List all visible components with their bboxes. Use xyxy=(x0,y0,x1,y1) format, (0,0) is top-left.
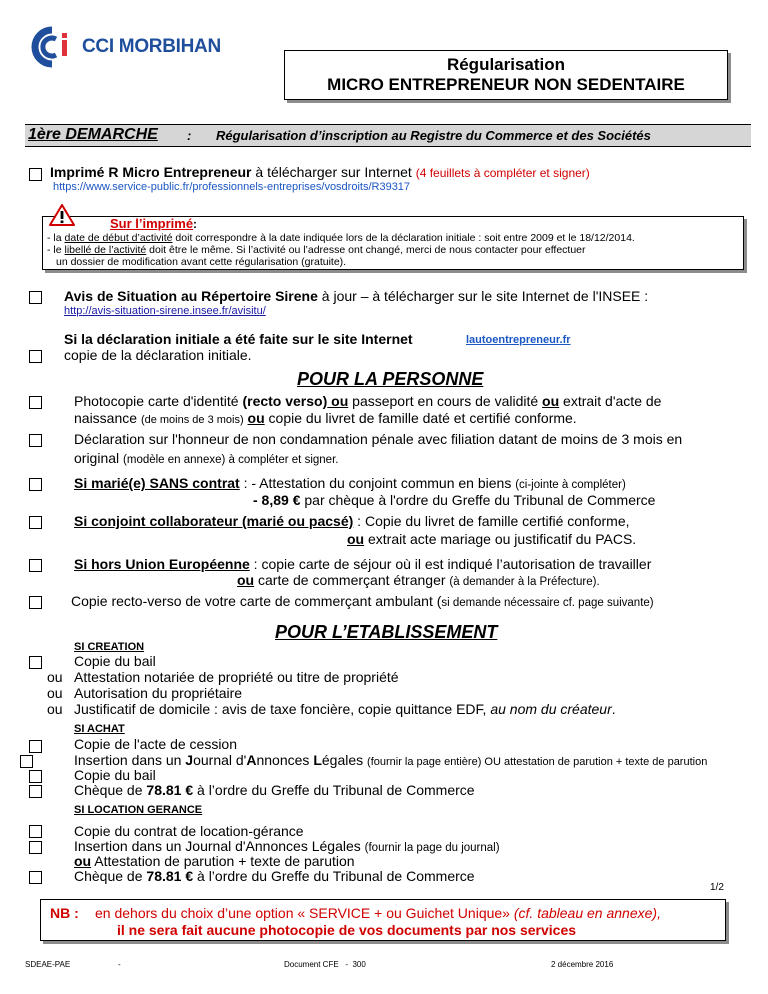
creation-item-2: Attestation notariée de propriété ou titre de propriété xyxy=(74,669,399,685)
location-label: SI LOCATION GERANCE xyxy=(74,804,203,816)
identite-line2: naissance (de moins de 3 mois) ou copie du livret de famille daté et certifié conforme. xyxy=(74,410,577,426)
warning-line2: - le libellé de l’activité doit être le même. Si l’activité ou l’adresse ont changé, merci de nous contacter pour effectuer xyxy=(47,244,586,256)
demarche-banner xyxy=(25,124,751,147)
creation-ou-1: ou xyxy=(47,669,63,685)
imprime-line xyxy=(50,165,590,181)
creation-item-4: Justificatif de domicile : avis de taxe foncière, copie quittance EDF, au nom du créateur. xyxy=(74,701,616,717)
creation-item-1: Copie du bail xyxy=(74,653,156,669)
collaborateur-line1: Si conjoint collaborateur (marié ou pacsé) : Copie du livret de famille certifié conforme, xyxy=(74,513,630,529)
checkbox-hors-ue[interactable] xyxy=(29,559,42,572)
collaborateur-line2: ou extrait acte mariage ou justificatif du PACS. xyxy=(347,531,637,547)
checkbox-achat-1[interactable] xyxy=(29,740,42,753)
creation-item-3: Autorisation du propriétaire xyxy=(74,685,243,701)
footer-date: 2 décembre 2016 xyxy=(551,960,614,969)
checkbox-achat-4[interactable] xyxy=(29,785,42,798)
creation-label: SI CREATION xyxy=(74,641,145,653)
checkbox-location-3[interactable] xyxy=(29,871,42,884)
location-item-3: ou Attestation de parution + texte de parution xyxy=(74,853,355,869)
footer-code: SDEAE-PAE xyxy=(25,960,71,969)
cci-logo xyxy=(30,26,240,68)
footer-dash: - xyxy=(118,960,121,969)
page-number: 1/2 xyxy=(710,882,724,893)
sirene-line: Avis de Situation au Répertoire Sirene à jour – à télécharger sur le site Internet de l'INSEE : xyxy=(64,288,649,304)
checkbox-identite[interactable] xyxy=(29,396,42,409)
demarche-sep: : xyxy=(187,128,192,143)
achat-item-1: Copie de l'acte de cession xyxy=(74,736,237,752)
achat-item-3: Copie du bail xyxy=(74,767,156,783)
checkbox-location-1[interactable] xyxy=(29,825,42,838)
hors-ue-line1: Si hors Union Européenne : copie carte de séjour où il est indiqué l’autorisation de travailler xyxy=(74,556,652,572)
checkbox-marie[interactable] xyxy=(29,478,42,491)
checkbox-ambulant[interactable] xyxy=(29,596,42,609)
ambulant-line: Copie recto-verso de votre carte de commerçant ambulant (si demande nécessaire cf. page suivante) xyxy=(71,593,654,609)
checkbox-location-2[interactable] xyxy=(29,841,42,854)
warning-icon xyxy=(48,203,76,227)
demarche-label: 1ère DEMARCHE xyxy=(28,126,158,143)
internet-line: Si la déclaration initiale a été faite sur le site Internet xyxy=(64,331,413,347)
title-line1: Régularisation xyxy=(446,55,566,74)
checkbox-achat-2[interactable] xyxy=(20,755,33,768)
creation-ou-3: ou xyxy=(47,701,63,717)
achat-item-4: Chèque de 78.81 € à l’ordre du Greffe du Tribunal de Commerce xyxy=(74,782,475,798)
demarche-text: Régularisation d’inscription au Registre du Commerce et des Sociétés xyxy=(216,128,651,143)
marie-line1: Si marié(e) SANS contrat : - Attestation du conjoint commun en biens (ci-jointe à compléter) xyxy=(74,475,626,491)
location-item-2: Insertion dans un Journal d'Annonces Légales (fournir la page du journal) xyxy=(74,838,500,854)
internet-link[interactable]: lautoentrepreneur.fr xyxy=(466,334,571,346)
achat-item-2: Insertion dans un Journal d'Annonces Légales (fournir la page entière) OU attestation de parution + texte de parution xyxy=(74,752,708,768)
nb-line2: il ne sera fait aucune photocopie de vos documents par nos services xyxy=(117,922,577,938)
warning-title: Sur l’imprimé xyxy=(110,216,194,231)
checkbox-collaborateur[interactable] xyxy=(29,516,42,529)
checkbox-achat-3[interactable] xyxy=(29,770,42,783)
marie-line2: - 8,89 € par chèque à l'ordre du Greffe du Tribunal de Commerce xyxy=(253,492,656,508)
internet-line2: copie de la déclaration initiale. xyxy=(64,347,252,363)
title-line2: MICRO ENTREPRENEUR NON SEDENTAIRE xyxy=(327,75,685,94)
honneur-line2: original (modèle en annexe) à compléter et signer. xyxy=(74,450,339,466)
achat-label: SI ACHAT xyxy=(74,723,125,735)
nb-line1: en dehors du choix d’une option « SERVICE + ou Guichet Unique» (cf. tableau en annexe), xyxy=(95,905,661,921)
creation-ou-2: ou xyxy=(47,685,63,701)
footer-doc: Document CFE - 300 xyxy=(284,960,366,969)
warning-colon: : xyxy=(193,217,197,231)
nb-label: NB : xyxy=(50,905,79,921)
section-personne-title: POUR LA PERSONNE xyxy=(297,369,484,389)
imprime-bold: Imprimé R Micro Entrepreneur xyxy=(50,164,252,180)
checkbox-creation[interactable] xyxy=(29,656,42,669)
location-item-1: Copie du contrat de location-gérance xyxy=(74,823,304,839)
checkbox-honneur[interactable] xyxy=(29,434,42,447)
section-etablissement-title: POUR L’ETABLISSEMENT xyxy=(275,622,498,642)
sirene-url[interactable]: http://avis-situation-sirene.insee.fr/avisitu/ xyxy=(64,305,266,317)
imprime-note: (4 feuillets à compléter et signer) xyxy=(415,166,590,180)
identite-line1: Photocopie carte d'identité (recto verso) ou passeport en cours de validité ou extrait d'acte de xyxy=(74,393,662,409)
location-item-4: Chèque de 78.81 € à l’ordre du Greffe du Tribunal de Commerce xyxy=(74,868,475,884)
imprime-text: à télécharger sur Internet xyxy=(251,164,412,180)
warning-line3: un dossier de modification avant cette régularisation (gratuite). xyxy=(56,256,347,268)
warning-line1: - la date de début d’activité doit correspondre à la date indiquée lors de la déclaration initiale : soit entre 2009 et le 18/12/2014. xyxy=(47,232,635,244)
honneur-line1: Déclaration sur l'honneur de non condamnation pénale avec filiation datant de moins de 3 mois en xyxy=(74,431,683,447)
title-box xyxy=(284,50,728,100)
logo-text: CCI MORBIHAN xyxy=(82,36,221,57)
imprime-url[interactable]: https://www.service-public.fr/professionnels-entreprises/vosdroits/R39317 xyxy=(53,181,411,193)
cci-logo-icon xyxy=(30,26,76,68)
checkbox-internet[interactable] xyxy=(29,350,42,363)
checkbox-sirene[interactable] xyxy=(29,291,42,304)
checkbox-imprime[interactable] xyxy=(29,168,42,181)
hors-ue-line2: ou carte de commerçant étranger (à demander à la Préfecture). xyxy=(237,572,600,588)
